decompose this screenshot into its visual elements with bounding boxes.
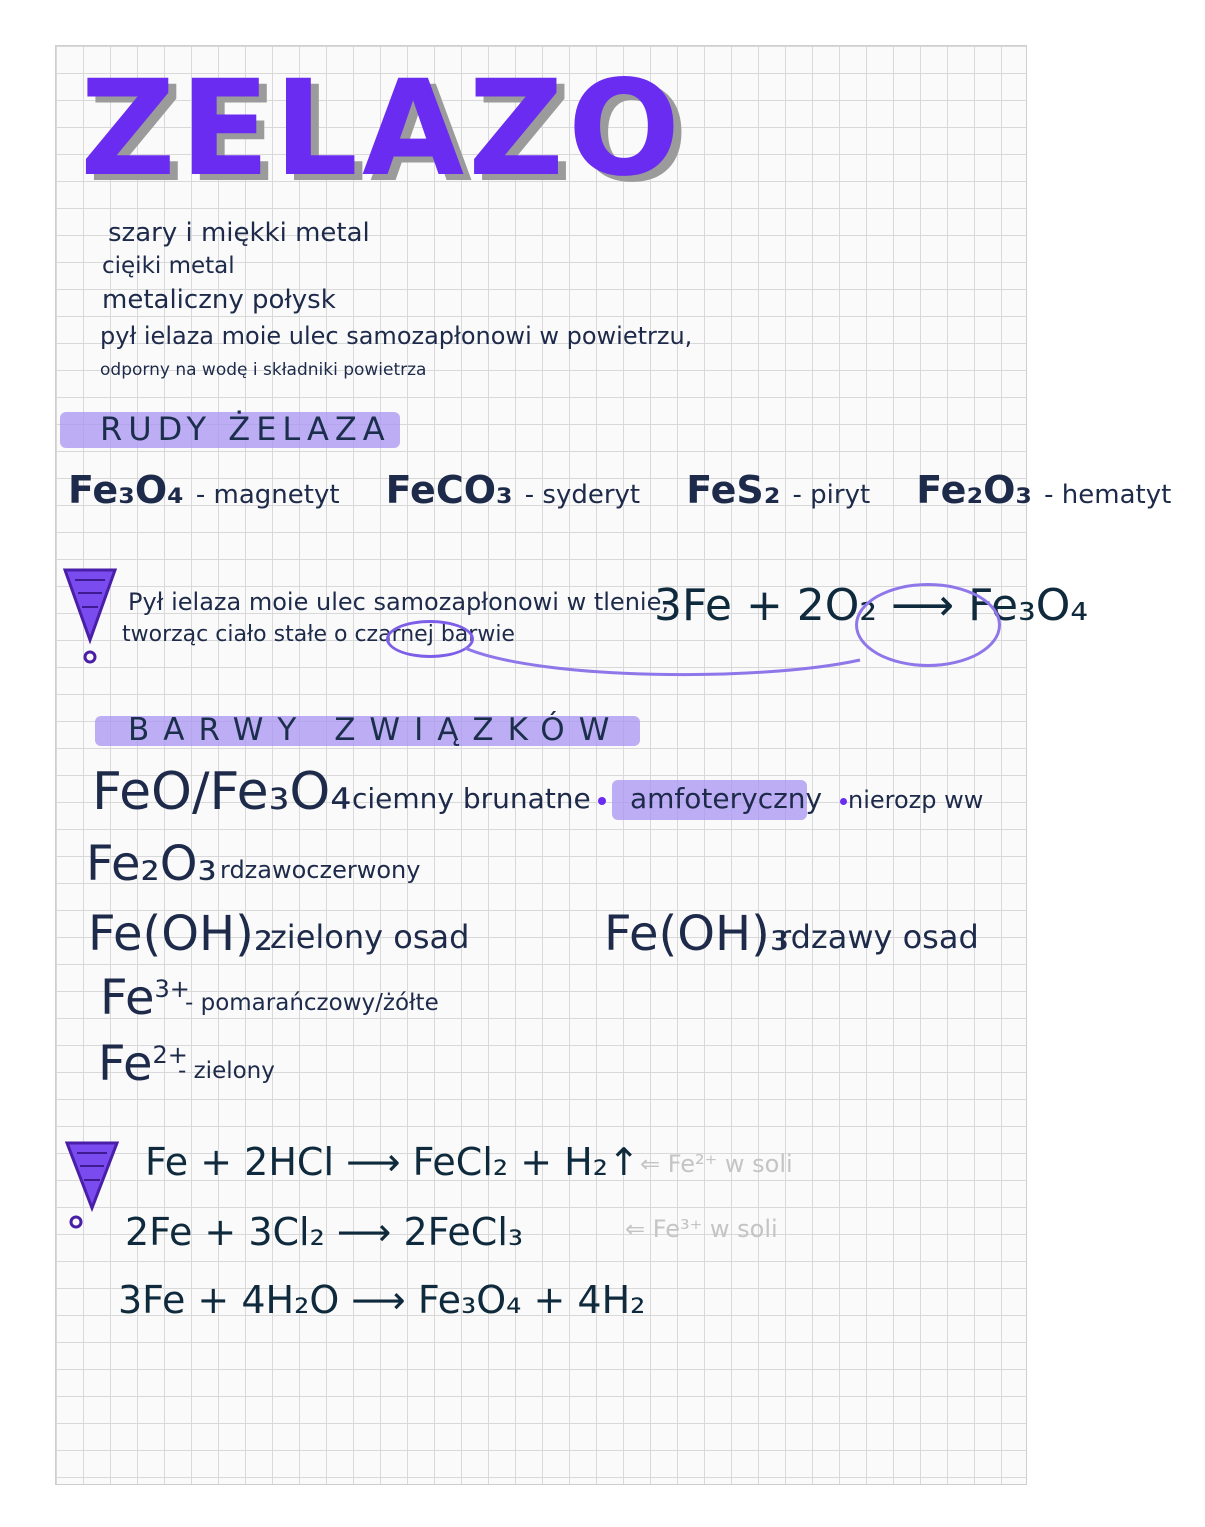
ore-item: FeS₂ - piryt: [686, 468, 871, 512]
ion-color: - zielony: [178, 1058, 275, 1084]
ion-formula: $Fe^{2+}$: [98, 1036, 188, 1092]
property-line: pył ielaza moie ulec samozapłonowi w powietrzu,: [100, 322, 693, 350]
property-line: szary i miękki metal: [108, 218, 370, 248]
ion-formula: $Fe^{3+}$: [100, 970, 190, 1026]
compound-property: amfoteryczny: [630, 782, 823, 815]
compound-formula: Fe(OH)₃: [604, 906, 790, 962]
page-title: ZELAZO: [80, 52, 685, 206]
property-line: cięiki metal: [102, 253, 235, 279]
reaction-equation: 3Fe + 4H₂O ⟶ Fe₃O₄ + 4H₂: [118, 1278, 646, 1322]
warning-icon: [62, 1138, 122, 1238]
reaction-note: ⇐ Fe²⁺ w soli: [640, 1150, 793, 1178]
compound-color: rdzawoczerwony: [220, 856, 421, 884]
bullet-icon: [598, 797, 606, 805]
warning-line: Pył ielaza moie ulec samozapłonowi w tlenie,: [128, 588, 669, 616]
ores-list: [68, 468, 1205, 512]
compound-formula: Fe(OH)₂: [88, 906, 274, 962]
ore-item: FeCO₃ - syderyt: [385, 468, 641, 512]
section-heading-colors: BARWY ZWIĄZKÓW: [128, 712, 624, 748]
compound-color: zielony osad: [270, 918, 470, 956]
section-heading-ores: RUDY ŻELAZA: [100, 410, 391, 448]
compound-formula: FeO/Fe₃O₄: [92, 762, 352, 822]
oxidation-equation: 3Fe + 2O₂ ⟶ Fe₃O₄: [654, 580, 1089, 631]
compound-property: nierozp ww: [848, 786, 984, 814]
property-line: metaliczny połysk: [102, 285, 336, 315]
compound-formula: Fe₂O₃: [86, 836, 217, 892]
ore-item: Fe₂O₃ - hematyt: [916, 468, 1172, 512]
reaction-equation: 2Fe + 3Cl₂ ⟶ 2FeCl₃: [125, 1210, 524, 1254]
bullet-icon: [840, 798, 847, 805]
property-line: odporny na wodę i składniki powietrza: [100, 360, 427, 380]
warning-icon: [60, 565, 120, 670]
reaction-note: ⇐ Fe³⁺ w soli: [625, 1215, 778, 1243]
reaction-equation: Fe + 2HCl ⟶ FeCl₂ + H₂↑: [145, 1140, 640, 1184]
ore-item: Fe₃O₄ - magnetyt: [68, 468, 340, 512]
warning-line: tworząc ciało stałe o czarnej barwie: [122, 622, 515, 647]
compound-color: rdzawy osad: [778, 918, 979, 956]
compound-color: ciemny brunatne: [352, 782, 591, 815]
ion-color: - pomarańczowy/żółte: [185, 990, 439, 1016]
connector-curve: [460, 640, 880, 690]
